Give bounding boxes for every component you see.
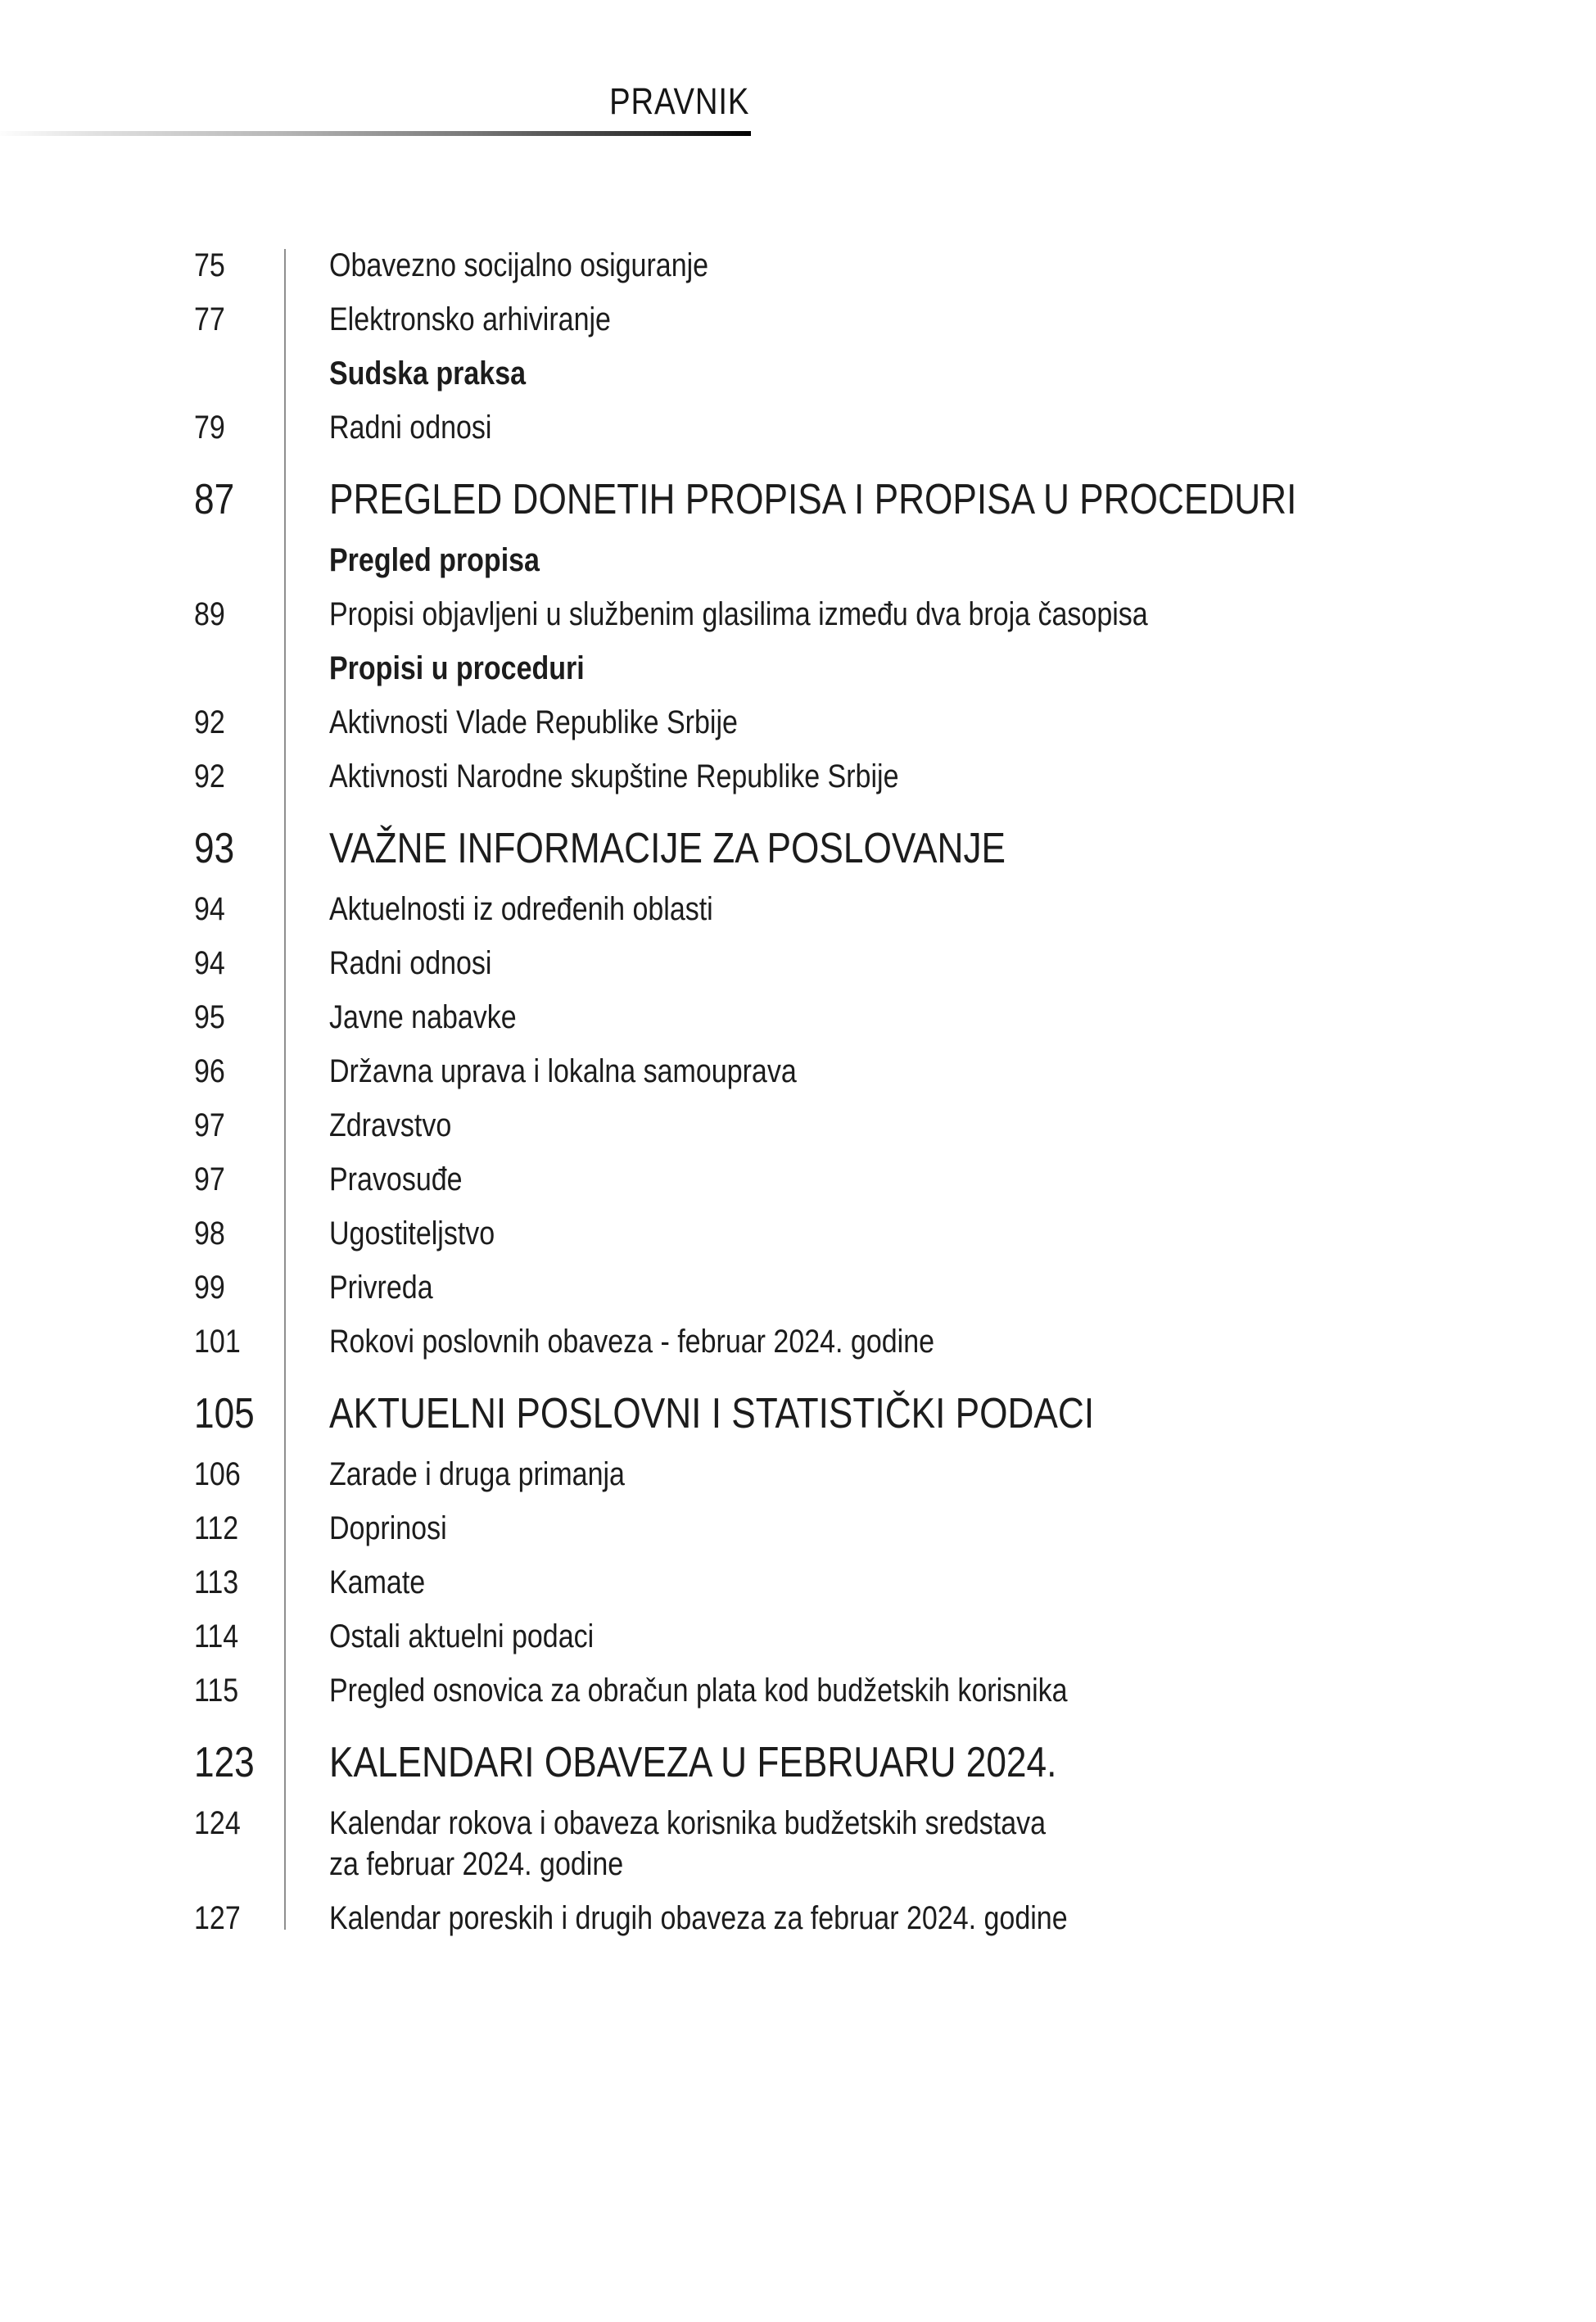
entry-label: [284, 650, 630, 686]
toc-row-entry: [194, 1900, 1553, 1936]
entry-label: [284, 355, 560, 392]
entry-label-text: Ostali aktuelni podaci: [329, 1618, 595, 1654]
page-number-text: 96: [194, 1053, 225, 1089]
entry-label-text: PREGLED DONETIH PROPISA I PROPISA U PROCEDURI: [329, 476, 1297, 523]
entry-label-line1: [329, 1900, 1198, 1936]
entry-label-text: Elektronsko arhiviranje: [329, 301, 611, 337]
toc-row-entry: [194, 247, 1553, 283]
entry-label-text: Kamate: [329, 1564, 426, 1600]
page-number: [194, 1161, 284, 1197]
page-number-text: 105: [194, 1390, 255, 1437]
toc-row-entry: [194, 945, 1553, 981]
page-number: [194, 1107, 284, 1143]
entry-label-line1: [329, 1738, 1185, 1787]
entry-label-text: Radni odnosi: [329, 410, 492, 446]
toc-row-entry: [194, 410, 1553, 446]
page-number-text: 89: [194, 596, 225, 632]
toc-row-section: [194, 1738, 1553, 1787]
toc-rows: [194, 247, 1553, 1936]
page-number: [194, 891, 284, 927]
entry-label-line1: [329, 1324, 1041, 1360]
entry-label-text: Zdravstvo: [329, 1107, 452, 1143]
entry-label-text: Zarade i druga primanja: [329, 1456, 625, 1492]
entry-label-line1: [329, 301, 661, 337]
entry-label-line1: [329, 1389, 1229, 1438]
page-number: [194, 1053, 284, 1089]
entry-label-line1: [329, 1564, 442, 1600]
entry-label-text: Državna uprava i lokalna samouprava: [329, 1053, 797, 1089]
page-number-text: 127: [194, 1900, 241, 1936]
entry-label-line1: [329, 945, 521, 981]
page-number-text: 115: [194, 1672, 239, 1709]
page-number-text: 97: [194, 1107, 225, 1143]
page-number: [194, 301, 284, 337]
entry-label: [284, 1510, 468, 1546]
page-number-text: 92: [194, 758, 225, 794]
entry-label-line1: [329, 758, 999, 794]
page-number-text: 113: [194, 1564, 239, 1600]
entry-label: [284, 1618, 640, 1654]
entry-label-line1: [329, 475, 1467, 524]
page-number: [194, 758, 284, 794]
toc-row-section: [194, 824, 1553, 873]
entry-label-line1: [329, 1215, 524, 1252]
entry-label: [284, 704, 810, 740]
entry-label-line1: [329, 247, 775, 283]
entry-label-line1: [329, 1053, 879, 1089]
page-number: [194, 1738, 284, 1787]
toc-row-entry: [194, 758, 1553, 794]
entry-label-line1: [329, 1672, 1198, 1709]
entry-label-line1: [329, 1270, 451, 1306]
toc-row-entry: [194, 1215, 1553, 1252]
page-number: [194, 999, 284, 1035]
entry-label-line1: [329, 1456, 677, 1492]
entry-label-line1: [329, 891, 780, 927]
page-number-text: 77: [194, 301, 225, 337]
entry-label: [284, 1053, 879, 1089]
page-number: [194, 704, 284, 740]
entry-label: [284, 1900, 1198, 1936]
page-number: [194, 1389, 284, 1438]
page-number: [194, 542, 284, 578]
entry-label: [284, 1107, 473, 1143]
page-number-text: 97: [194, 1161, 225, 1197]
toc-row-entry: [194, 891, 1553, 927]
entry-label: [284, 1564, 442, 1600]
entry-label-text: Aktivnosti Vlade Republike Srbije: [329, 704, 738, 740]
entry-label-text: Sudska praksa: [329, 355, 527, 392]
page-number: [194, 247, 284, 283]
page-number: [194, 650, 284, 686]
toc-row-subheader: [194, 542, 1553, 578]
page-number-text: 94: [194, 891, 225, 927]
page-number-text: 87: [194, 476, 235, 523]
toc-row-entry: [194, 1618, 1553, 1654]
page-number: [194, 596, 284, 632]
toc-row-entry: [194, 1270, 1553, 1306]
toc-row-subheader: [194, 650, 1553, 686]
entry-label: [284, 758, 999, 794]
toc-row-section: [194, 475, 1553, 524]
entry-label: [284, 410, 521, 446]
entry-label-line1: [329, 1107, 473, 1143]
toc-row-entry: [194, 1324, 1553, 1360]
entry-label-line1: [329, 1161, 486, 1197]
toc-row-entry: [194, 1672, 1553, 1709]
entry-label: [284, 1738, 1185, 1787]
entry-label-line1: [329, 704, 810, 740]
page-number: [194, 945, 284, 981]
entry-label: [284, 301, 661, 337]
page-number: [194, 1805, 284, 1841]
entry-label: [284, 1161, 486, 1197]
entry-label-line2-text: za februar 2024. godine: [329, 1846, 624, 1882]
entry-label-text: Aktuelnosti iz određenih oblasti: [329, 891, 713, 927]
entry-label-line1: [329, 650, 630, 686]
entry-label: [284, 596, 1292, 632]
entry-label: [284, 999, 549, 1035]
toc-row-entry: [194, 1053, 1553, 1089]
entry-label-line1: [329, 999, 549, 1035]
entry-label-line1: [329, 542, 576, 578]
entry-label-text: Pregled osnovica za obračun plata kod budžetskih korisnika: [329, 1672, 1068, 1709]
header-gradient-rule: [0, 131, 751, 136]
page-number: [194, 410, 284, 446]
entry-label-text: Rokovi poslovnih obaveza - februar 2024. godine: [329, 1324, 935, 1360]
entry-label-text: Javne nabavke: [329, 999, 517, 1035]
entry-label-line1: [329, 355, 560, 392]
page-number-text: 95: [194, 999, 225, 1035]
toc-row-section: [194, 1389, 1553, 1438]
entry-label-text: Pravosuđe: [329, 1161, 463, 1197]
toc-row-entry: [194, 999, 1553, 1035]
entry-label-line1: [329, 824, 1125, 873]
entry-label-text: Propisi u proceduri: [329, 650, 585, 686]
entry-label-line1: [329, 596, 1292, 632]
page-number-text: 112: [194, 1510, 239, 1546]
entry-label-text: Propisi objavljeni u službenim glasilima između dva broja časopisa: [329, 596, 1148, 632]
toc-row-entry: [194, 1564, 1553, 1600]
entry-label-text: Aktivnosti Narodne skupštine Republike Srbije: [329, 758, 899, 794]
page-number-text: 124: [194, 1805, 241, 1841]
entry-label-text: KALENDARI OBAVEZA U FEBRUARU 2024.: [329, 1739, 1057, 1786]
entry-label: [284, 1215, 524, 1252]
page-number-text: 99: [194, 1270, 225, 1306]
page-number: [194, 1270, 284, 1306]
page-number: [194, 475, 284, 524]
entry-label-line1: [329, 1510, 468, 1546]
entry-label: [284, 1389, 1229, 1438]
page-number-text: 106: [194, 1456, 241, 1492]
toc-row-entry: [194, 301, 1553, 337]
page-number-text: 101: [194, 1324, 241, 1360]
page-number-text: 79: [194, 410, 225, 446]
entry-label: [284, 891, 780, 927]
page-number-text: 98: [194, 1215, 225, 1252]
page-number-text: 75: [194, 247, 225, 283]
toc-row-entry: [194, 1510, 1553, 1546]
page-number-text: 114: [194, 1618, 239, 1654]
toc-row-subheader: [194, 355, 1553, 392]
entry-label: [284, 1270, 451, 1306]
entry-label: [284, 475, 1467, 524]
toc-row-entry: [194, 1107, 1553, 1143]
page-number: [194, 1215, 284, 1252]
entry-label-text: Radni odnosi: [329, 945, 492, 981]
entry-label: [284, 1456, 677, 1492]
entry-label: [284, 824, 1125, 873]
page-number: [194, 1564, 284, 1600]
page-number: [194, 1618, 284, 1654]
page-number-text: 94: [194, 945, 225, 981]
page-number: [194, 355, 284, 392]
page-number: [194, 1456, 284, 1492]
page-number-text: 93: [194, 825, 235, 872]
entry-label: [284, 247, 775, 283]
page-number-text: 92: [194, 704, 225, 740]
toc-row-entry: [194, 1161, 1553, 1197]
entry-label-text: VAŽNE INFORMACIJE ZA POSLOVANJE: [329, 825, 1006, 872]
entry-label-line1: [329, 1805, 1172, 1841]
toc-row-entry: [194, 1456, 1553, 1492]
entry-label: [284, 1672, 1198, 1709]
journal-title-text: PRAVNIK: [608, 80, 749, 122]
entry-label-text: Ugostiteljstvo: [329, 1215, 495, 1252]
page-number: [194, 1510, 284, 1546]
entry-label-line1: [329, 1618, 640, 1654]
entry-label-text: Obavezno socijalno osiguranje: [329, 247, 709, 283]
entry-label: [284, 542, 576, 578]
entry-label-text: Privreda: [329, 1270, 433, 1306]
entry-label-text: Kalendar rokova i obaveza korisnika budžetskih sredstava: [329, 1805, 1047, 1841]
page-number-text: 123: [194, 1739, 255, 1786]
toc-row-entry: [194, 704, 1553, 740]
journal-title: [585, 81, 749, 122]
entry-label: [284, 1324, 1041, 1360]
page-number: [194, 824, 284, 873]
toc-row-entry: [194, 1805, 1553, 1882]
entry-label-line1: [329, 410, 521, 446]
page-number: [194, 1324, 284, 1360]
table-of-contents: [194, 247, 1553, 1936]
page-number: [194, 1900, 284, 1936]
entry-label-text: Doprinosi: [329, 1510, 447, 1546]
entry-label: [284, 945, 521, 981]
entry-label-text: Pregled propisa: [329, 542, 540, 578]
toc-row-entry: [194, 596, 1553, 632]
page-number: [194, 1672, 284, 1709]
entry-label-text: AKTUELNI POSLOVNI I STATISTIČKI PODACI: [329, 1390, 1095, 1437]
entry-label-line2: [329, 1846, 1172, 1882]
entry-label-text: Kalendar poreskih i drugih obaveza za februar 2024. godine: [329, 1900, 1068, 1936]
entry-label: [284, 1805, 1172, 1882]
